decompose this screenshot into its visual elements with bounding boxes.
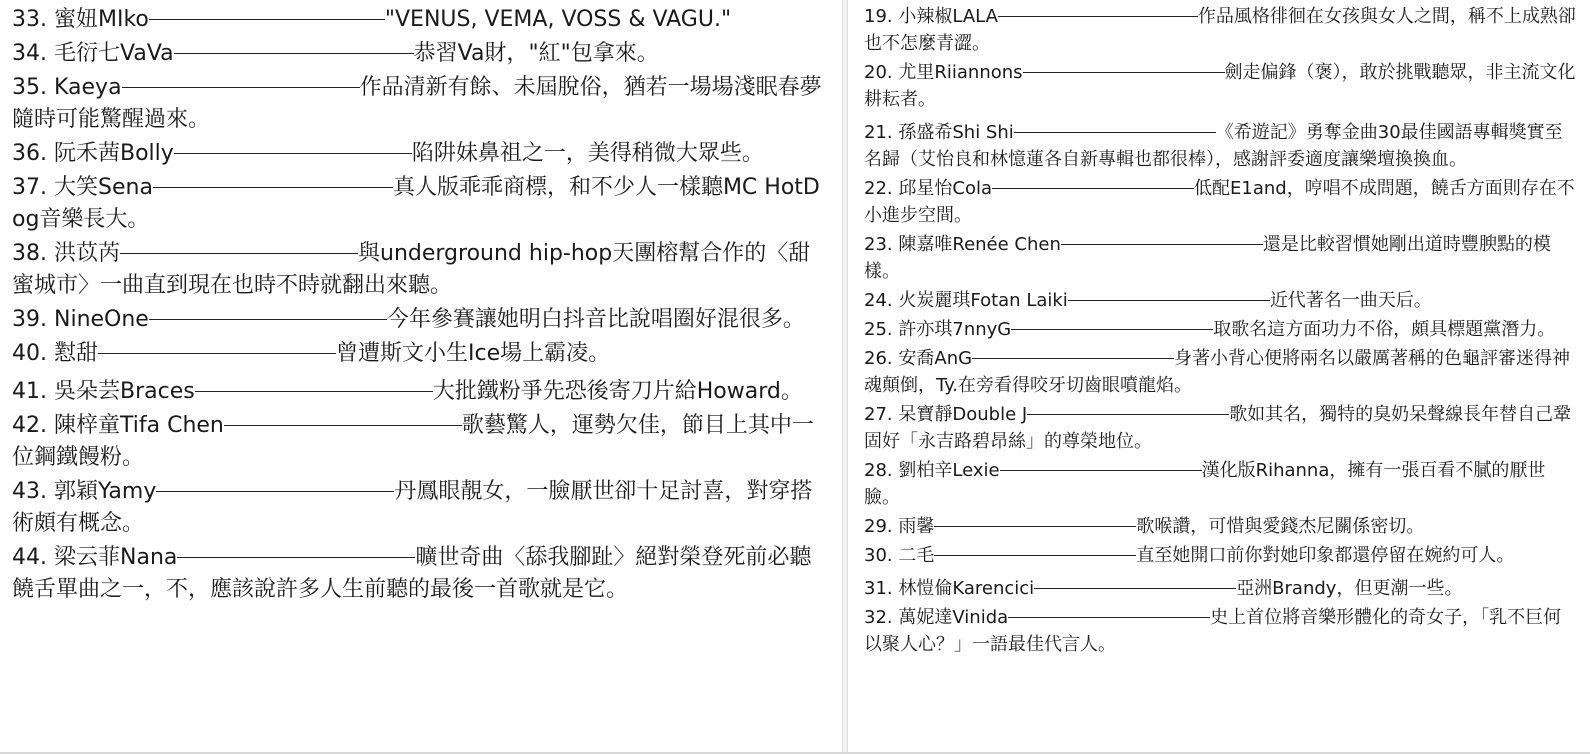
artist-name: 二毛 — [898, 545, 935, 566]
separator-dash — [149, 19, 385, 20]
artist-description: 今年參賽讓她明白抖音比說唱圈好混很多。 — [386, 307, 805, 332]
artist-description: 真人版乖乖商標，和不少人一樣聽MC HotDog音樂長大。 — [12, 175, 820, 232]
item-number: 26. — [864, 348, 893, 369]
right-column — [852, 0, 1590, 754]
separator-dash — [1011, 329, 1213, 330]
column-divider — [842, 0, 848, 754]
item-number: 31. — [864, 578, 893, 599]
item-number: 32. — [864, 607, 893, 628]
artist-name: 安喬AnG — [898, 348, 973, 369]
separator-dash — [934, 555, 1136, 556]
artist-description: 與underground hip-hop天團榕幫合作的〈甜蜜城市〉一曲直到現在也時不時就翻出來聽。 — [12, 241, 811, 298]
list-item — [12, 38, 828, 70]
separator-dash — [174, 153, 412, 154]
artist-name: 萬妮達Vinida — [898, 607, 1009, 628]
artist-description: 歌喉讚，可惜與愛錢杰尼關係密切。 — [1136, 516, 1425, 537]
separator-dash — [1014, 132, 1216, 133]
list-item — [864, 575, 1576, 602]
list-item — [12, 542, 828, 606]
artist-description: 曠世奇曲〈舔我腳趾〉絕對榮登死前必聽饒舌單曲之一，不，應該說許多人生前聽的最後一首歌就是它。 — [12, 545, 812, 602]
artist-description: 亞洲Brandy，但更潮一些。 — [1236, 578, 1463, 599]
artist-name: 吳朵芸Braces — [54, 379, 195, 404]
separator-dash — [177, 557, 415, 558]
item-number: 38. — [12, 241, 47, 266]
separator-dash — [156, 491, 394, 492]
item-number: 42. — [12, 413, 47, 438]
artist-name: 懟甜 — [54, 341, 99, 366]
list-item — [864, 231, 1576, 285]
artist-name: 大笑Sena — [54, 175, 153, 200]
item-number: 19. — [864, 6, 893, 27]
artist-name: Kaeya — [54, 75, 122, 100]
separator-dash — [153, 187, 393, 188]
list-item — [12, 138, 828, 170]
artist-description: 身著小背心便將兩名以嚴厲著稱的色龜評審迷得神魂顛倒，Ty.在旁看得咬牙切齒眼噴龍焰。 — [864, 348, 1571, 396]
artist-name: 陳梓童Tifa Chen — [54, 413, 224, 438]
artist-name: 邱星怡Cola — [898, 178, 992, 199]
artist-name: 劉柏辛Lexie — [898, 460, 1000, 481]
item-number: 36. — [12, 141, 47, 166]
artist-description: 陷阱妹鼻祖之一，美得稍微大眾些。 — [411, 141, 764, 166]
separator-dash — [1068, 300, 1270, 301]
list-item — [12, 72, 828, 136]
list-item — [864, 513, 1576, 540]
item-number: 25. — [864, 319, 893, 340]
item-number: 33. — [12, 7, 47, 32]
list-item — [864, 401, 1576, 455]
separator-dash — [972, 358, 1174, 359]
artist-description: 《希遊記》勇奪金曲30最佳國語專輯獎實至名歸（艾怡良和林憶蓮各自新專輯也都很棒），感謝評委適度讓樂壇換換血。 — [864, 122, 1563, 170]
separator-dash — [98, 353, 336, 354]
item-number: 21. — [864, 122, 893, 143]
item-number: 28. — [864, 460, 893, 481]
separator-dash — [1008, 617, 1210, 618]
artist-description: 大批鐵粉爭先恐後寄刀片給Howard。 — [432, 379, 803, 404]
item-number: 41. — [12, 379, 47, 404]
item-number: 37. — [12, 175, 47, 200]
separator-dash — [122, 87, 360, 88]
item-number: 23. — [864, 234, 893, 255]
list-item — [12, 172, 828, 236]
artist-name: 蜜妞MIko — [54, 7, 149, 32]
artist-description: 劍走偏鋒（褒），敢於挑戰聽眾，非主流文化耕耘者。 — [864, 62, 1576, 110]
list-item — [864, 542, 1576, 569]
separator-dash — [1034, 588, 1236, 589]
separator-dash — [998, 16, 1198, 17]
artist-description: 低配E1and，哼唱不成問題，饒舌方面則存在不小進步空間。 — [864, 178, 1575, 226]
artist-description: 歌藝驚人，運勢欠佳，節目上其中一位鋼鐵饅粉。 — [12, 413, 814, 470]
list-item — [864, 59, 1576, 113]
separator-dash — [934, 526, 1136, 527]
artist-description: 取歌名這方面功力不俗，頗具標題黨潛力。 — [1213, 319, 1556, 340]
artist-name: 梁云菲Nana — [54, 545, 178, 570]
artist-name: 許亦琪7nnyG — [898, 319, 1012, 340]
list-item — [12, 4, 828, 36]
artist-name: 尤里Riiannons — [898, 62, 1023, 83]
artist-name: 洪苡芮 — [54, 241, 121, 266]
list-item — [12, 376, 828, 408]
list-item — [864, 345, 1576, 399]
artist-name: 林愷倫Karencici — [898, 578, 1035, 599]
separator-dash — [992, 188, 1194, 189]
item-number: 30. — [864, 545, 893, 566]
artist-description: 史上首位將音樂形體化的奇女子，「乳不巨何以聚人心？」一語最佳代言人。 — [864, 607, 1562, 655]
artist-name: 小辣椒LALA — [898, 6, 998, 27]
artist-description: 曾遭斯文小生Ice場上霸凌。 — [336, 341, 611, 366]
item-number: 29. — [864, 516, 893, 537]
item-number: 20. — [864, 62, 893, 83]
artist-description: 作品清新有餘、未屆脫俗，猶若一場場淺眠春夢隨時可能驚醒過來。 — [12, 75, 822, 132]
list-item — [864, 287, 1576, 314]
separator-dash — [174, 53, 414, 54]
item-number: 40. — [12, 341, 47, 366]
item-number: 22. — [864, 178, 893, 199]
artist-description: 直至她開口前你對她印象都還停留在婉約可人。 — [1136, 545, 1515, 566]
list-item — [864, 604, 1576, 658]
artist-description: 恭習Va財，"紅"包拿來。 — [413, 41, 659, 66]
item-number: 35. — [12, 75, 47, 100]
item-number: 27. — [864, 404, 893, 425]
item-number: 43. — [12, 479, 47, 504]
list-item — [864, 3, 1576, 57]
artist-name: 郭穎Yamy — [54, 479, 157, 504]
list-item — [12, 238, 828, 302]
separator-dash — [1023, 72, 1225, 73]
separator-dash — [1000, 470, 1202, 471]
separator-dash — [149, 319, 387, 320]
list-item — [12, 304, 828, 336]
separator-dash — [224, 425, 462, 426]
artist-description: 近代著名一曲天后。 — [1269, 290, 1432, 311]
list-item — [864, 119, 1576, 173]
list-item — [864, 316, 1576, 343]
artist-description: 丹鳳眼靚女，一臉厭世卻十足討喜，對穿搭術頗有概念。 — [12, 479, 813, 536]
item-number: 44. — [12, 545, 47, 570]
artist-description: 歌如其名，獨特的臭奶呆聲線長年替自己鞏固好「永吉路碧昂絲」的尊榮地位。 — [864, 404, 1572, 452]
item-number: 34. — [12, 41, 47, 66]
separator-dash — [120, 253, 358, 254]
item-number: 39. — [12, 307, 47, 332]
artist-description: 作品風格徘徊在女孩與女人之間，稱不上成熟卻也不怎麼青澀。 — [864, 6, 1576, 54]
artist-name: NineOne — [54, 307, 149, 332]
artist-description: 漢化版Rihanna，擁有一張百看不膩的厭世臉。 — [864, 460, 1546, 508]
artist-description: "VENUS, VEMA, VOSS & VAGU." — [384, 7, 732, 32]
separator-dash — [1061, 244, 1263, 245]
artist-name: 呆寶靜Double J — [898, 404, 1028, 425]
separator-dash — [195, 391, 433, 392]
list-item — [12, 476, 828, 540]
item-number: 24. — [864, 290, 893, 311]
artist-name: 雨馨 — [898, 516, 935, 537]
list-item — [864, 175, 1576, 229]
artist-name: 孫盛希Shi Shi — [898, 122, 1014, 143]
artist-name: 陳嘉唯Renée Chen — [898, 234, 1061, 255]
artist-name: 阮禾茜Bolly — [54, 141, 174, 166]
artist-name: 火炭麗琪Fotan Laiki — [898, 290, 1068, 311]
artist-description: 還是比較習慣她剛出道時豐腴點的模樣。 — [864, 234, 1551, 282]
artist-name: 毛衍七VaVa — [54, 41, 174, 66]
separator-dash — [1027, 414, 1229, 415]
list-item — [12, 410, 828, 474]
list-item — [12, 338, 828, 370]
list-item — [864, 457, 1576, 511]
